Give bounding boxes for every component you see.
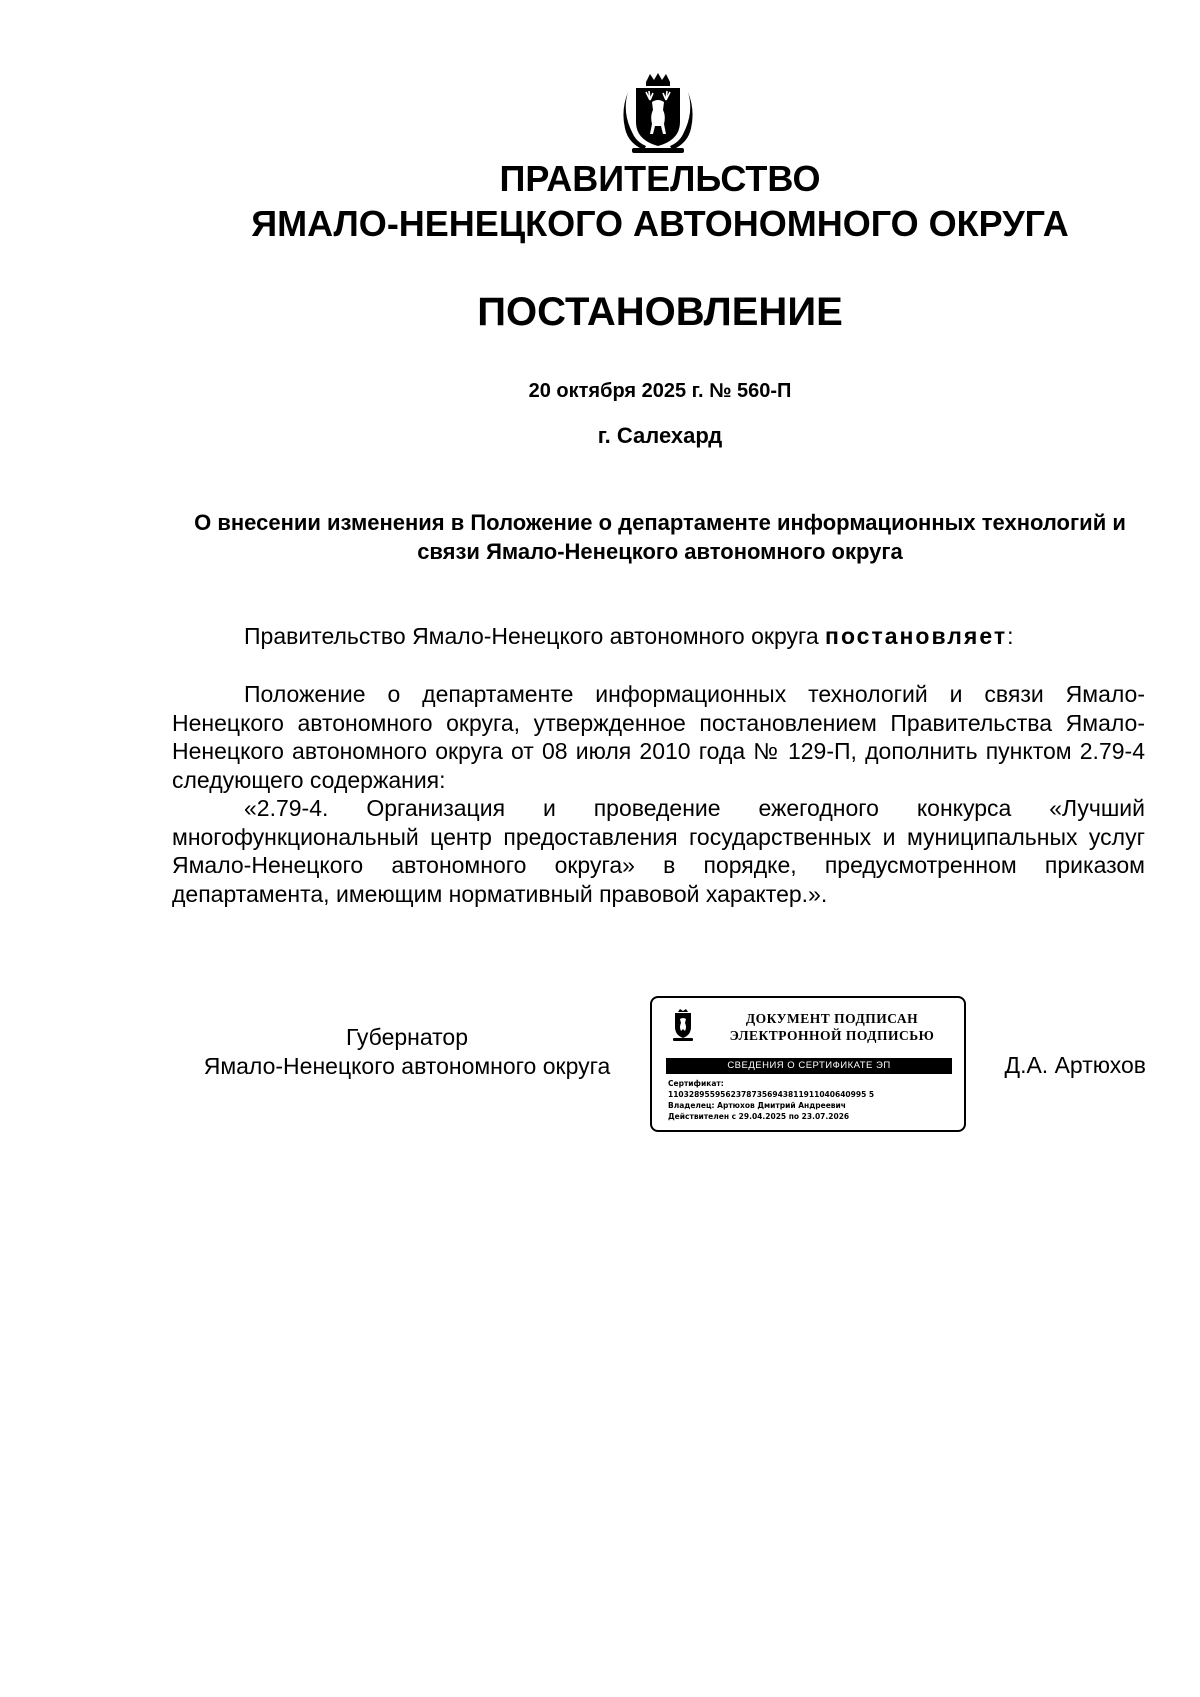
signatory-role [172, 1023, 642, 1081]
date-and-number: 20 октября 2025 г. № 560-П [528, 380, 792, 402]
stamp-title-line1: ДОКУМЕНТ ПОДПИСАН [745, 1011, 919, 1026]
quoted-paragraph: «2.79-4. Организация и проведение ежегодного конкурса «Лучший многофункциональный центр предоставления государственных и муниципальных услуг Ямало-Ненецкого автономного округа» в порядке, предусмотренном приказом департамента, имеющим нормативный правовой характер.». [172, 795, 1145, 907]
document-subject: О внесении изменения в Положение о департаменте информационных технологий и связи Ямало-Ненецкого автономного округа [194, 510, 1126, 564]
stamp-certificate-info [668, 1078, 958, 1122]
government-title-line1: ПРАВИТЕЛЬСТВО [499, 158, 821, 199]
signatory-role-line2: Ямало-Ненецкого автономного округа [203, 1053, 611, 1079]
preamble-paragraph [172, 622, 1145, 651]
signatory-role-line1: Губернатор [345, 1024, 469, 1050]
preamble-end: : [1007, 623, 1014, 649]
stamp-certificate-bar: СВЕДЕНИЯ О СЕРТИФИКАТЕ ЭП [666, 1058, 952, 1074]
electronic-signature-stamp [650, 996, 966, 1132]
city: г. Салехард [597, 423, 723, 448]
yanao-coat-of-arms-icon [620, 72, 696, 154]
stamp-cert-label: Сертификат: [668, 1079, 724, 1088]
stamp-owner: Владелец: Артюхов Дмитрий Андреевич [668, 1101, 846, 1110]
government-title-line2: ЯМАЛО-НЕНЕЦКОГО АВТОНОМНОГО ОКРУГА [251, 203, 1069, 244]
signatory-name: Д.А. Артюхов [1004, 1052, 1146, 1078]
stamp-cert-number: 11032895595623787356943811911040640995 5 [668, 1090, 875, 1099]
stamp-validity: Действителен с 29.04.2025 по 23.07.2026 [668, 1112, 850, 1121]
main-paragraph: Положение о департаменте информационных технологий и связи Ямало-Ненецкого автономного округа, утвержденное постановлением Правительства Ямало-Ненецкого автономного округа от 08 июля 2010 года № 129-П, дополнить пунктом 2.79-4 следующего содержания: [172, 681, 1145, 793]
stamp-emblem-icon [670, 1008, 696, 1042]
stamp-title [712, 1010, 952, 1044]
preamble-start: Правительство Ямало-Ненецкого автономного округа [244, 623, 826, 649]
stamp-title-line2: ЭЛЕКТРОННОЙ ПОДПИСЬЮ [729, 1028, 935, 1043]
document-type-title: ПОСТАНОВЛЕНИЕ [477, 290, 843, 334]
preamble-verb: постановляет [825, 623, 1008, 649]
